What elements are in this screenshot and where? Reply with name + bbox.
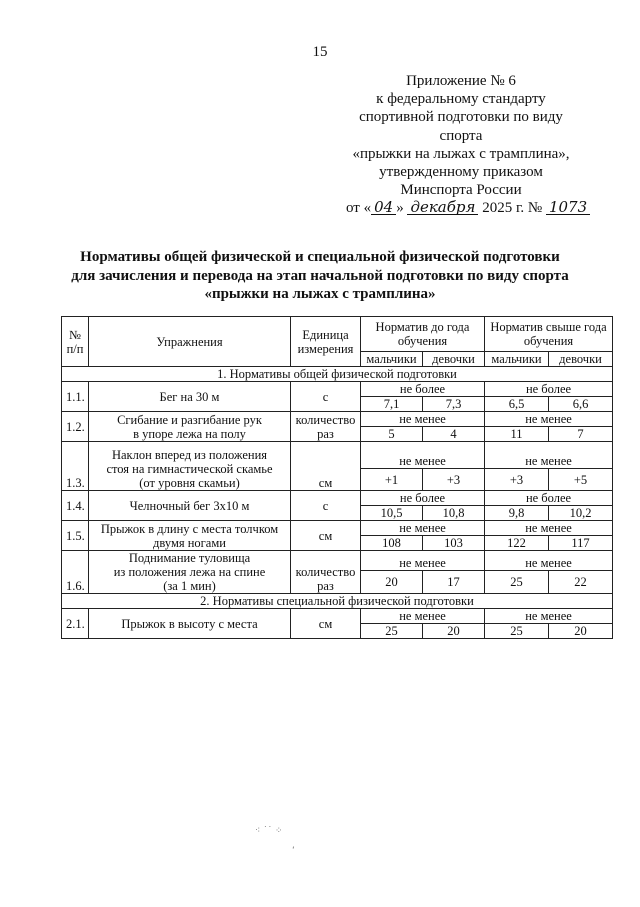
- exercise-name: [89, 442, 291, 491]
- order-number: 1073: [546, 200, 590, 215]
- unit: [291, 412, 361, 442]
- header-girls: девочки: [549, 352, 613, 367]
- qualifier-first-year: не более: [361, 491, 485, 506]
- appendix-block: [346, 72, 588, 218]
- unit-line: количество: [295, 412, 356, 427]
- header-exercise: Упражнения: [89, 317, 291, 367]
- value-boys-after: 6,5: [485, 397, 549, 412]
- value-boys-first-year: 108: [361, 536, 423, 551]
- qualifier-after-first-year: не менее: [485, 551, 613, 571]
- unit-line: количество: [295, 565, 356, 579]
- exercise-name: [89, 491, 291, 521]
- exercise-name-line: (за 1 мин): [163, 579, 216, 593]
- qualifier-after-first-year: не менее: [485, 442, 613, 469]
- appendix-line: «прыжки на лыжах с трамплина»,: [352, 145, 570, 162]
- unit-line: см: [318, 476, 333, 490]
- exercise-name-line: в упоре лежа на полу: [133, 426, 246, 441]
- exercise-name: [89, 412, 291, 442]
- table-row: [62, 491, 613, 506]
- header-num: № п/п: [62, 317, 89, 367]
- exercise-name-line: двумя ногами: [153, 535, 226, 550]
- unit-line: раз: [317, 426, 334, 441]
- appendix-line: к федеральному стандарту: [376, 91, 546, 108]
- value-girls-after: 10,2: [549, 506, 613, 521]
- table-row: [62, 609, 613, 624]
- exercise-name-line: Прыжок в длину с места толчком: [100, 521, 279, 536]
- value-boys-first-year: +1: [361, 469, 423, 491]
- title-line: для зачисления и перевода на этап начальной подготовки по виду спорта: [71, 267, 569, 284]
- table-row: [62, 382, 613, 397]
- value-girls-first-year: 10,8: [423, 506, 485, 521]
- exercise-name-line: Прыжок в высоту с места: [121, 616, 258, 631]
- exercise-name-line: стоя на гимнастической скамье: [106, 462, 273, 476]
- qualifier-after-first-year: не менее: [485, 521, 613, 536]
- table-row: [62, 442, 613, 469]
- row-number: 1.1.: [62, 382, 89, 412]
- row-number: 1.6.: [62, 551, 89, 594]
- table-row: [62, 551, 613, 571]
- value-girls-first-year: 20: [423, 624, 485, 639]
- order-prefix: от «: [346, 200, 372, 217]
- page-number: 15: [312, 44, 328, 60]
- header-group-first-year: Норматив до года обучения: [361, 317, 485, 352]
- value-boys-after: 25: [485, 571, 549, 594]
- exercise-name-line: Поднимание туловища: [128, 551, 251, 565]
- section-heading: 1. Нормативы общей физической подготовки: [62, 367, 613, 382]
- value-girls-after: +5: [549, 469, 613, 491]
- value-girls-first-year: 4: [423, 427, 485, 442]
- order-year: 2025 г. №: [482, 200, 543, 217]
- value-boys-first-year: 7,1: [361, 397, 423, 412]
- value-boys-first-year: 25: [361, 624, 423, 639]
- unit: [291, 551, 361, 594]
- document-title: [40, 248, 600, 304]
- row-number: 1.3.: [62, 442, 89, 491]
- exercise-name: [89, 609, 291, 639]
- header-boys: мальчики: [361, 352, 423, 367]
- qualifier-first-year: не менее: [361, 412, 485, 427]
- unit-line: раз: [317, 579, 334, 593]
- value-girls-first-year: 7,3: [423, 397, 485, 412]
- value-girls-after: 7: [549, 427, 613, 442]
- faint-mark: ʻ: [292, 846, 295, 856]
- exercise-name: [89, 521, 291, 551]
- value-boys-first-year: 20: [361, 571, 423, 594]
- unit-line: см: [318, 616, 333, 631]
- exercise-name-line: из положения лежа на спине: [113, 565, 266, 579]
- value-girls-after: 20: [549, 624, 613, 639]
- unit: [291, 382, 361, 412]
- qualifier-after-first-year: не более: [485, 491, 613, 506]
- qualifier-after-first-year: не менее: [485, 609, 613, 624]
- value-girls-first-year: 17: [423, 571, 485, 594]
- qualifier-first-year: не менее: [361, 609, 485, 624]
- row-number: 2.1.: [62, 609, 89, 639]
- order-month: декабря: [407, 200, 478, 215]
- unit: [291, 491, 361, 521]
- table-row: [62, 412, 613, 427]
- qualifier-first-year: не более: [361, 382, 485, 397]
- row-number: 1.5.: [62, 521, 89, 551]
- qualifier-after-first-year: не более: [485, 382, 613, 397]
- unit-line: см: [318, 528, 333, 543]
- title-line: Нормативы общей физической и специальной физической подготовки: [80, 249, 560, 265]
- value-boys-after: 25: [485, 624, 549, 639]
- faint-mark: ⁖ ˙˙ ⁘: [255, 826, 283, 836]
- value-boys-after: 122: [485, 536, 549, 551]
- appendix-line: Минспорта России: [400, 182, 522, 199]
- exercise-name-line: Наклон вперед из положения: [111, 448, 268, 462]
- exercise-name-line: (от уровня скамьи): [139, 476, 240, 490]
- norms-table: [61, 316, 613, 639]
- qualifier-first-year: не менее: [361, 442, 485, 469]
- unit: [291, 521, 361, 551]
- exercise-name: [89, 551, 291, 594]
- order-day: 04: [371, 200, 396, 215]
- qualifier-first-year: не менее: [361, 521, 485, 536]
- row-number: 1.4.: [62, 491, 89, 521]
- appendix-line: Приложение № 6: [406, 73, 516, 89]
- title-line: «прыжки на лыжах с трамплина»: [204, 286, 436, 302]
- exercise-name: [89, 382, 291, 412]
- value-boys-first-year: 5: [361, 427, 423, 442]
- value-girls-first-year: +3: [423, 469, 485, 491]
- header-unit: Единица измерения: [291, 317, 361, 367]
- section-heading: 2. Нормативы специальной физической подготовки: [62, 594, 613, 609]
- value-boys-first-year: 10,5: [361, 506, 423, 521]
- value-boys-after: +3: [485, 469, 549, 491]
- value-girls-after: 22: [549, 571, 613, 594]
- order-date-line: [346, 198, 588, 217]
- value-girls-first-year: 103: [423, 536, 485, 551]
- qualifier-after-first-year: не менее: [485, 412, 613, 427]
- header-boys: мальчики: [485, 352, 549, 367]
- qualifier-first-year: не менее: [361, 551, 485, 571]
- appendix-line: спортивной подготовки по виду спорта: [359, 109, 563, 144]
- order-mid: »: [396, 200, 404, 217]
- value-girls-after: 117: [549, 536, 613, 551]
- unit-line: с: [322, 389, 329, 404]
- value-boys-after: 9,8: [485, 506, 549, 521]
- header-girls: девочки: [423, 352, 485, 367]
- unit: [291, 609, 361, 639]
- appendix-line: утвержденному приказом: [379, 164, 543, 181]
- value-girls-after: 6,6: [549, 397, 613, 412]
- exercise-name-line: Бег на 30 м: [159, 389, 220, 404]
- exercise-name-line: Челночный бег 3х10 м: [129, 498, 250, 513]
- row-number: 1.2.: [62, 412, 89, 442]
- header-group-after-first-year: Норматив свыше года обучения: [485, 317, 613, 352]
- value-boys-after: 11: [485, 427, 549, 442]
- unit-line: с: [322, 498, 329, 513]
- unit: [291, 442, 361, 491]
- table-row: [62, 521, 613, 536]
- exercise-name-line: Сгибание и разгибание рук: [117, 412, 262, 427]
